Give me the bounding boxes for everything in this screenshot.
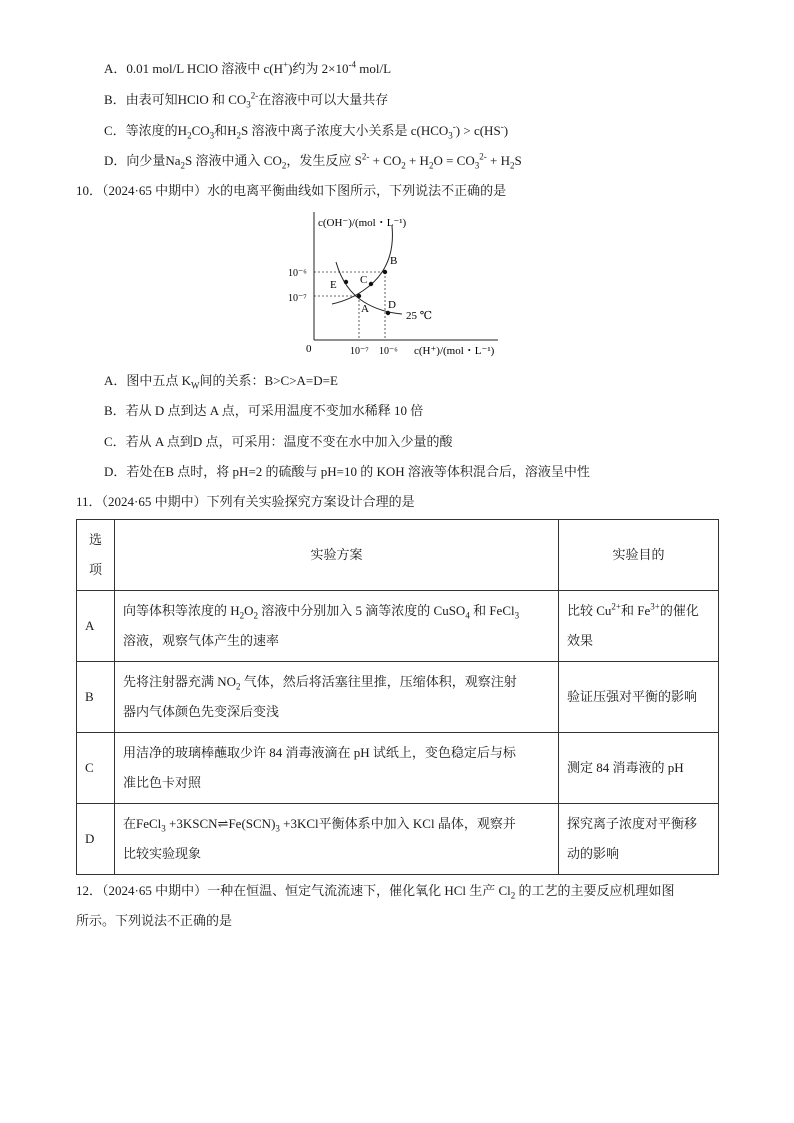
point-a <box>357 294 361 298</box>
row-purpose: 探究离子浓度对平衡移 动的影响 <box>559 804 719 875</box>
y-axis-label: c(OH⁻)/(mol・L⁻¹) <box>318 217 407 229</box>
row-plan: 用洁净的玻璃棒蘸取少许 84 消毒液滴在 pH 试纸上，变色稳定后与标 准比色卡对照 <box>115 733 559 804</box>
row-purpose: 测定 84 消毒液的 pH <box>559 733 719 804</box>
point-label-b: B <box>390 255 398 267</box>
row-purpose: 比较 $Cu^{2+}$和 $Fe^{3+}$的催化 效果 <box>559 591 719 662</box>
q10-option-c: C．若从 A 点到D 点，可采用：温度不变在水中加入少量的酸 <box>104 434 453 449</box>
row-option: D <box>77 804 115 875</box>
point-label-c: C <box>360 274 368 286</box>
x-tick-label: 10⁻⁶ <box>379 346 398 357</box>
table-row <box>77 591 719 662</box>
q12-stem-line2: 所示。下列说法不正确的是 <box>76 913 233 928</box>
origin-label: 0 <box>306 343 312 355</box>
table-header-row <box>77 520 719 591</box>
header-option: 选 项 <box>77 520 115 591</box>
x-tick-label: 10⁻⁷ <box>350 346 369 357</box>
point-label-a: A <box>361 303 369 315</box>
table-row <box>77 804 719 875</box>
y-tick-label: 10⁻⁷ <box>288 293 307 304</box>
q10-option-b: B．若从 D 点到达 A 点，可采用温度不变加水稀释 10 倍 <box>104 403 424 418</box>
q10-option-a: A．图中五点 $K_W$间的关系：B>C>A=D=E <box>104 373 338 391</box>
row-plan: 向等体积等浓度的 $H_2O_2$ 溶液中分别加入 5 滴等浓度的 CuSO$_4$ 和 FeCl$_3$ 溶液，观察气体产生的速率 <box>115 591 559 662</box>
q9-option-d: D．向少量$Na_2S$ 溶液中通入 $CO_2$，发生反应 $S^{2-} + CO_2 + H_2O = CO_3^{2-} + H_2S$ <box>104 151 522 171</box>
water-ionization-diagram <box>280 206 520 364</box>
curve-label: 25 ℃ <box>406 310 433 322</box>
table-row <box>77 662 719 733</box>
q10-stem: 10．（2024·65 中期中）水的电离平衡曲线如下图所示，下列说法不正确的是 <box>76 183 507 198</box>
row-plan: 先将注射器充满 $NO_2$ 气体，然后将活塞往里推，压缩体积，观察注射 器内气体颜色先变深后变浅 <box>115 662 559 733</box>
q12-stem-line1: 12．（2024·65 中期中）一种在恒温、恒定气流流速下，催化氧化 HCl 生产 $Cl_2$ 的工艺的主要反应机理如图 <box>76 883 675 901</box>
row-option: C <box>77 733 115 804</box>
q11-stem: 11．（2024·65 中期中）下列有关实验探究方案设计合理的是 <box>76 494 415 509</box>
q9-option-c: C．等浓度的$H_2CO_3$和$H_2S$ 溶液中离子浓度大小关系是 $c(HCO_3^-) > c(HS^-)$ <box>104 121 509 141</box>
row-plan: 在FeCl$_3$ $+3KSCN\rightleftharpoons Fe(SCN)_3 +3KCl$平衡体系中加入 KCl 晶体，观察并 比较实验现象 <box>115 804 559 875</box>
x-axis-label: c(H⁺)/(mol・L⁻¹) <box>414 345 495 357</box>
isotherm-curve-high <box>332 226 392 304</box>
header-purpose: 实验目的 <box>559 520 719 591</box>
row-option: B <box>77 662 115 733</box>
q10-option-d: D．若处在B 点时，将 pH=2 的硫酸与 pH=10 的 KOH 溶液等体积混合后，溶液呈中性 <box>104 464 590 479</box>
q9-option-a: A．0.01 mol/L HClO 溶液中 c(H+)约为 $2\times 10^{-4}$ mol/L <box>104 59 392 76</box>
row-purpose: 验证压强对平衡的影响 <box>559 662 719 733</box>
point-b <box>383 270 387 274</box>
experiment-table <box>76 519 719 875</box>
point-label-e: E <box>330 279 337 291</box>
point-c <box>369 282 373 286</box>
y-tick-label: 10⁻⁶ <box>288 268 307 279</box>
point-label-d: D <box>388 299 396 311</box>
point-e <box>344 280 348 284</box>
table-row <box>77 733 719 804</box>
row-option: A <box>77 591 115 662</box>
header-plan: 实验方案 <box>115 520 559 591</box>
q9-option-b: B．由表可知HClO 和 $CO_3^{2-}$在溶液中可以大量共存 <box>104 90 389 110</box>
point-d <box>386 311 390 315</box>
